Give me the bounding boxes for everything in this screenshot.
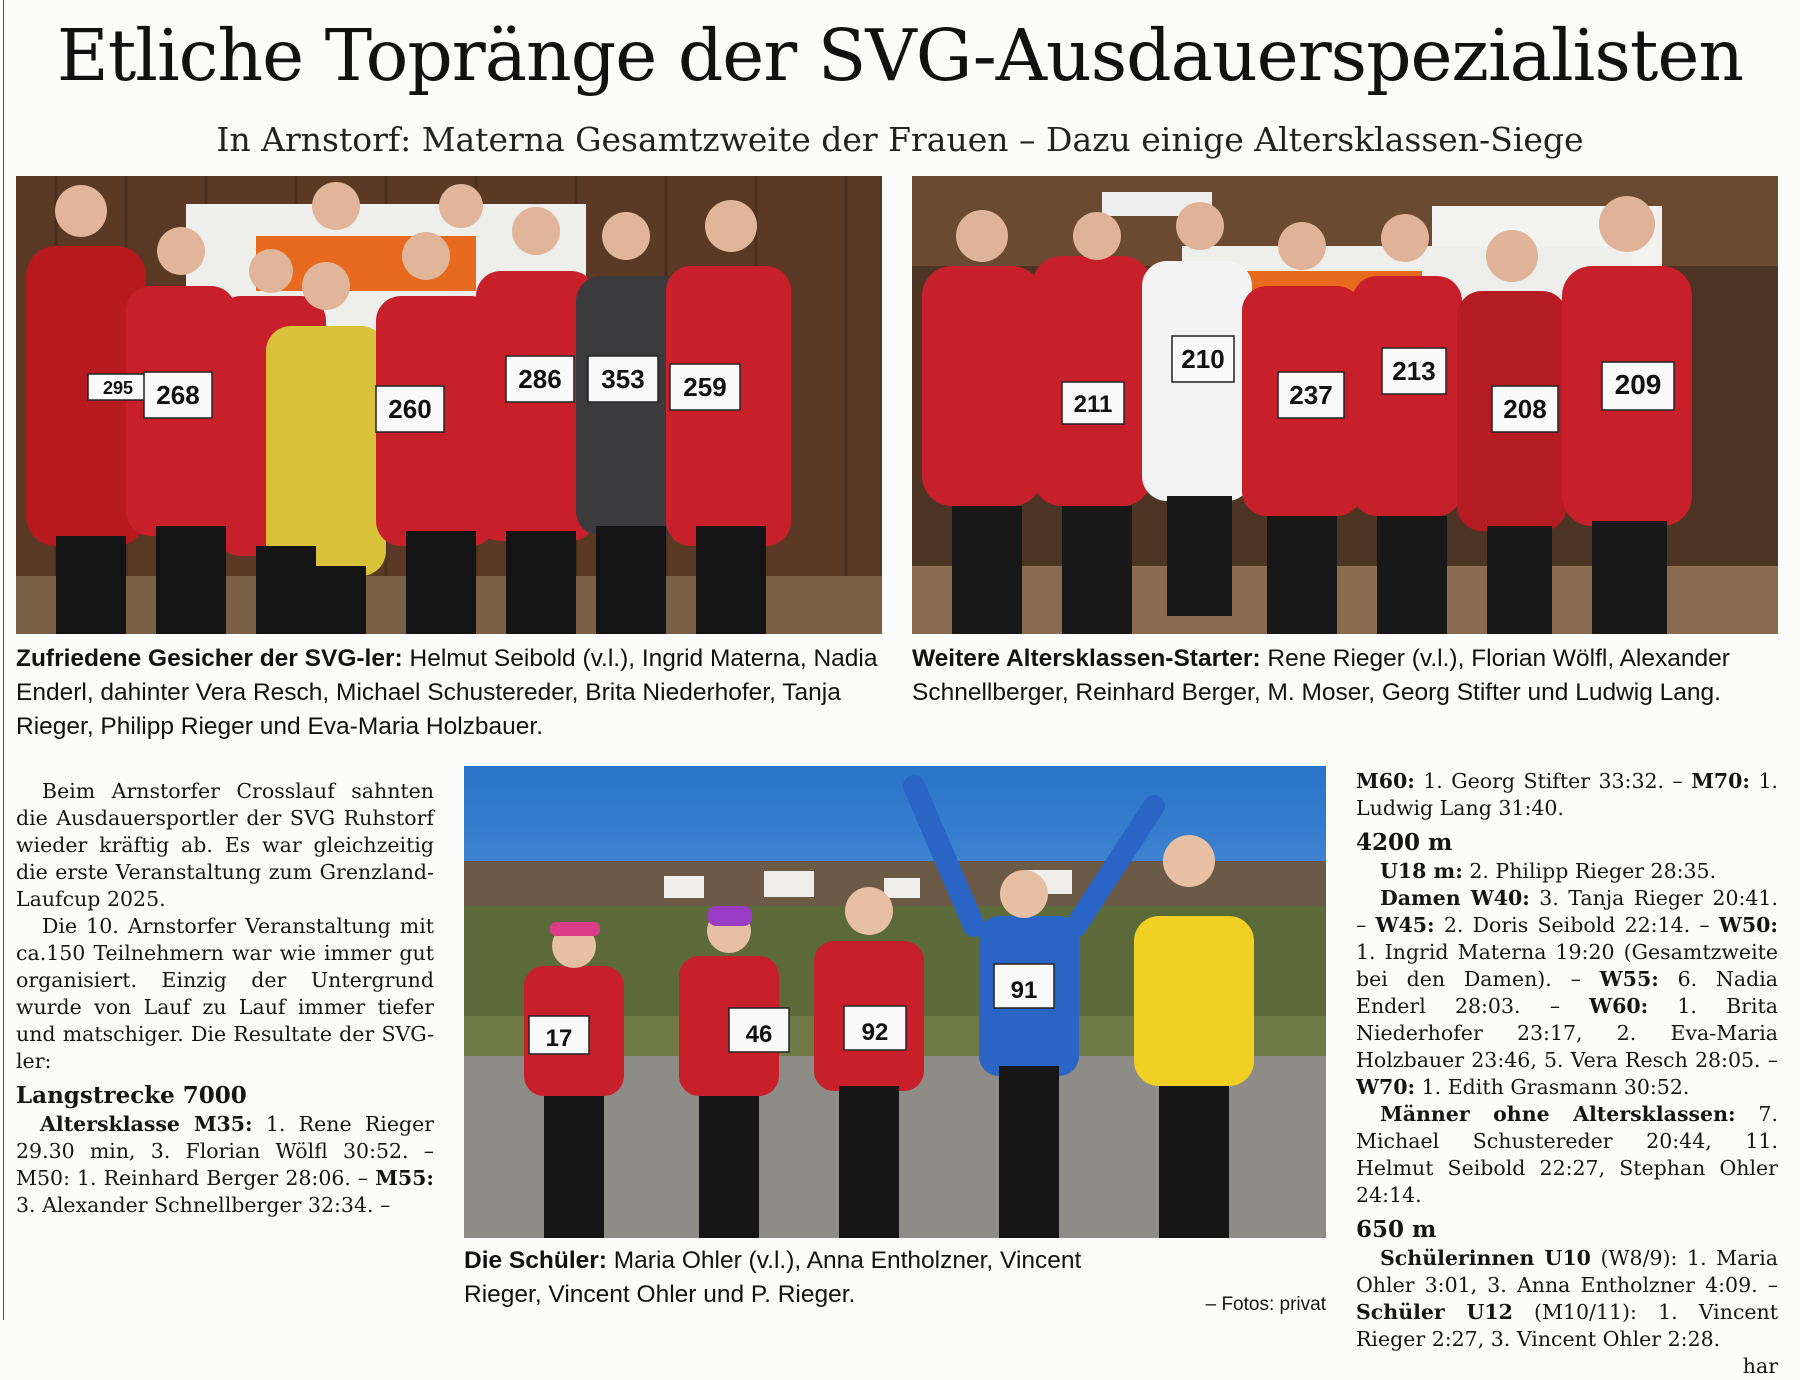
result-line: Damen W40: 3. Tanja Rieger 20:41. – W45: 2. Doris Seibold 22:14. – W50: 1. Ingrid Materna 19:20 (Gesamtzweite bei den Damen). – W55: 6. Nadia Enderl 28:03. – W60: 1. Brita Niederhofer 23:17, 2. Eva-Maria Holzbauer 23:46, 5. Vera Resch 28:05. – W70: 1. Edith Grasmann 30:52. (1356, 886, 1778, 1099)
result-line: U18 m: 2. Philipp Rieger 28:35. (1380, 859, 1717, 883)
bib-number: 353 (601, 364, 645, 394)
team-photo-1 (16, 176, 882, 634)
photo-caption-3-box (464, 1244, 1326, 1316)
photo-caption-2: Weitere Altersklassen-Starter: Rene Rieger (v.l.), Florian Wölfl, Alexander Schnellberger, Reinhard Berger, M. Moser, Georg Stifter und Ludwig Lang. (912, 645, 1730, 706)
photo-caption-1: Zufriedene Gesicher der SVG-ler: Helmut Seibold (v.l.), Ingrid Materna, Nadia Enderl, dahinter Vera Resch, Michael Schustereder, Brita Niederhofer, Tanja Rieger, Philipp Rieger und Eva-Maria Holzbauer. (16, 645, 878, 740)
section-heading: Langstrecke 7000 (16, 1082, 247, 1109)
photo-credit: – Fotos: privat (1205, 1294, 1326, 1315)
article-subline: In Arnstorf: Materna Gesamtzweite der Frauen – Dazu einige Altersklassen-Siege (216, 120, 1584, 159)
column-rule (3, 0, 4, 1320)
result-line: Altersklasse M35: 1. Rene Rieger 29.30 min, 3. Florian Wölfl 30:52. – M50: 1. Reinhard Berger 28:06. – M55: 3. Alexander Schnellberger 32:34. – (16, 1112, 434, 1217)
section-heading: 650 m (1356, 1216, 1437, 1243)
article-body-left (16, 778, 434, 1219)
article-headline: Etliche Topränge der SVG-Ausdauerspezialisten (56, 14, 1744, 97)
bib-number: 260 (388, 394, 432, 424)
result-line: Schülerinnen U10 (W8/9): 1. Maria Ohler 3:01, 3. Anna Entholzner 4:09. – Schüler U12 (M10/11): 1. Vincent Rieger 2:27, 3. Vincent Ohler 2:28. har (1356, 1246, 1778, 1378)
author-tag: har (1742, 1354, 1778, 1378)
article-body-right (1356, 768, 1778, 1380)
bib-number: 17 (545, 1025, 573, 1052)
bib-number: 46 (745, 1021, 773, 1048)
bib-number: 210 (1181, 344, 1225, 374)
body-paragraph: Beim Arnstorfer Crosslauf sahnten die Ausdauersportler der SVG Ruhstorf wieder kräftig ab. Es war gleichzeitig die erste Veranstaltung zum Grenzland-Laufcup 2025. (16, 779, 434, 911)
bib-number: 208 (1503, 394, 1547, 424)
section-heading: 4200 m (1356, 829, 1453, 856)
photo-caption-3: Die Schüler: Maria Ohler (v.l.), Anna Entholzner, Vincent Rieger, Vincent Ohler und P. Rieger. (464, 1247, 1082, 1308)
bib-number: 295 (102, 378, 134, 398)
bib-number: 92 (861, 1019, 889, 1046)
bib-number: 286 (518, 364, 562, 394)
bib-number: 213 (1392, 356, 1436, 386)
pupils-photo (464, 766, 1326, 1238)
team-photo-2 (912, 176, 1778, 634)
bib-number: 237 (1289, 380, 1333, 410)
bib-number: 211 (1073, 391, 1113, 418)
bib-number: 268 (156, 380, 200, 410)
bib-number: 91 (1010, 977, 1038, 1004)
result-line: M60: 1. Georg Stifter 33:32. – M70: 1. Ludwig Lang 31:40. (1356, 769, 1778, 820)
bib-number: 259 (683, 372, 727, 402)
bib-number: 209 (1614, 369, 1662, 400)
body-paragraph: Die 10. Arnstorfer Veranstaltung mit ca.150 Teilnehmern war wie immer gut organisiert. Einzig der Untergrund wurde von Lauf zu Lauf immer tiefer und matschiger. Die Resultate der SVG-ler: (16, 914, 434, 1073)
result-line: Männer ohne Altersklassen: 7. Michael Schustereder 20:44, 11. Helmut Seibold 22:27, Stephan Ohler 24:14. (1356, 1102, 1778, 1207)
